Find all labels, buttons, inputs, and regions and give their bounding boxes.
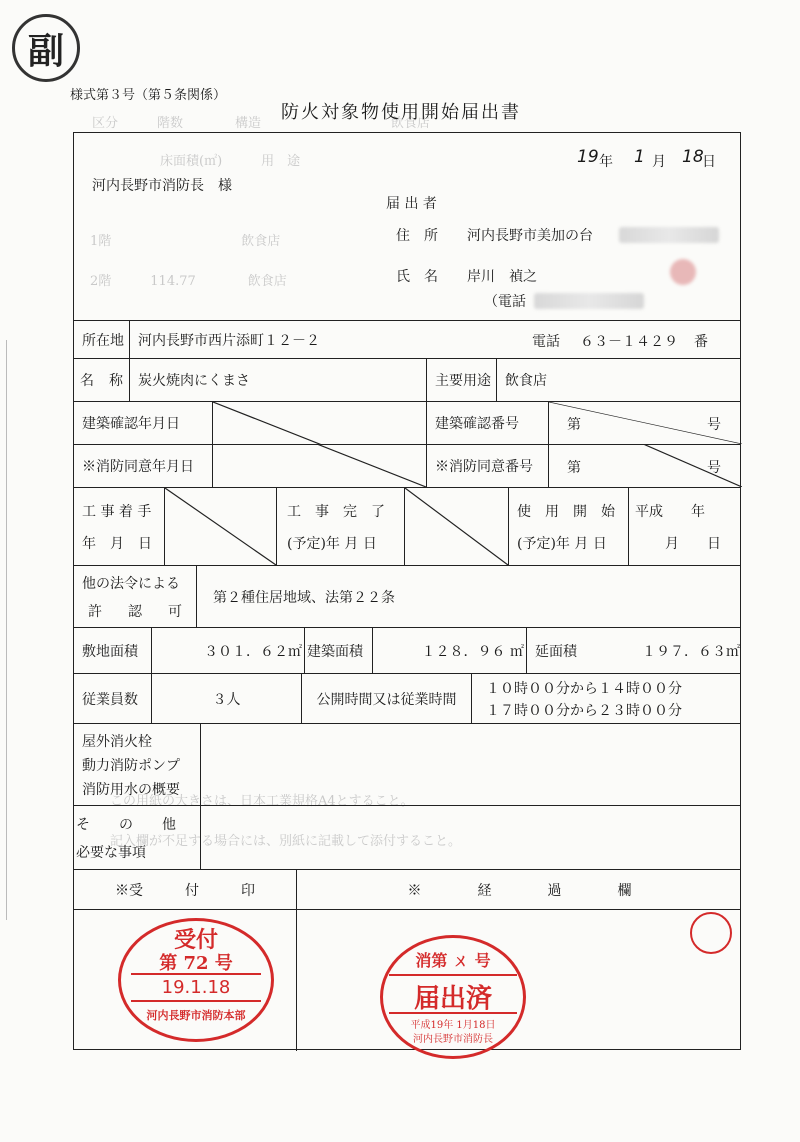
- receipt-stamp-date: 19.1.18: [131, 973, 261, 1002]
- permits-row: [74, 565, 740, 627]
- building-confirm-date-label: 建築確認年月日: [82, 416, 180, 432]
- location-row: [74, 320, 740, 358]
- redacted-phone: [534, 293, 644, 309]
- permits-label-2c: 可: [168, 603, 182, 620]
- redacted-seal: [670, 259, 696, 285]
- site-area-label: 敷地面積: [82, 643, 138, 660]
- binder-edge: [0, 340, 7, 920]
- work-start-label-1: 工 事 着 手: [82, 503, 152, 520]
- use-start-label-2: (予定)年 月 日: [517, 535, 607, 552]
- bleed-through-text: 床面積(㎡) 用 途: [160, 154, 301, 169]
- business-name: 炭火焼肉にくまさ: [129, 359, 426, 401]
- other-row: [74, 805, 740, 869]
- addressee: 河内長野市消防長 様: [92, 178, 232, 194]
- schedule-row: [74, 487, 740, 565]
- hours-line-1: １０時００分から１４時００分: [486, 680, 682, 697]
- work-start-empty: [164, 488, 276, 565]
- water-label-2: 動力消防ポンプ: [82, 757, 180, 774]
- permits-label-1: 他の法令による: [82, 575, 180, 592]
- bleed-through-text: 2階 114.77 飲食店: [90, 274, 287, 289]
- name-label-b: 称: [109, 373, 123, 389]
- fire-consent-row: [74, 444, 740, 487]
- receipt-stamp-top: 受付: [173, 927, 218, 953]
- address-label: 住 所: [396, 228, 438, 244]
- use-start-label-1: 使 用 開 始: [517, 503, 615, 520]
- work-start-label-2: 年 月 日: [82, 535, 152, 552]
- keika-label: ※ 経 過 欄: [296, 870, 742, 909]
- work-complete-label-2: (予定)年 月 日: [287, 535, 377, 552]
- staff-row: [74, 673, 740, 723]
- hours-label: 公開時間又は従業時間: [301, 674, 471, 723]
- receipt-stamp-bottom: 河内長野市消防本部: [146, 1009, 246, 1022]
- main-use-label: 主要用途: [426, 359, 496, 401]
- redacted-address: [619, 227, 719, 243]
- work-complete-label-1: 工 事 完 了: [287, 503, 385, 520]
- filed-stamp-date: 平成19年 1月18日: [389, 1012, 517, 1031]
- reception-header-row: [74, 869, 740, 909]
- fire-consent-dai: 第: [567, 460, 581, 476]
- building-confirm-number-cell: [548, 402, 742, 444]
- bleed-through-text: この用紙の大きさは、日本工業規格A4とすること。: [110, 794, 414, 809]
- main-use-value: 飲食店: [496, 359, 742, 401]
- date-month-unit: 月: [652, 154, 666, 170]
- date-month: 1: [634, 147, 645, 167]
- bleed-through-text: 1階 飲食店: [90, 234, 281, 249]
- building-area-value: １２８．９６ ㎡: [372, 628, 526, 673]
- date-day: 18: [682, 147, 704, 167]
- filed-stamp-middle: 届出済: [389, 974, 517, 1015]
- permits-label-2b: 認: [128, 603, 142, 620]
- receipt-stamp-number: 第 72 号: [159, 953, 233, 974]
- filed-stamp: [380, 935, 526, 1059]
- other-label-2: 必要な事項: [76, 844, 146, 861]
- form-number: 様式第３号（第５条関係）: [70, 88, 227, 103]
- phone-label: （電話: [484, 294, 526, 310]
- other-label-a: そ: [76, 816, 90, 833]
- name-label-a: 名: [80, 373, 94, 389]
- water-value: [200, 724, 742, 805]
- water-row: [74, 723, 740, 805]
- address-value: 河内長野市美加の台: [467, 228, 593, 244]
- date-year-unit: 年: [599, 154, 613, 170]
- staff-count-value: ３人: [151, 674, 301, 723]
- floor-area-value: １９７．６３㎡: [642, 643, 740, 660]
- building-confirm-dai: 第: [567, 417, 581, 433]
- building-confirm-number-label: 建築確認番号: [426, 402, 548, 444]
- fire-consent-date-label: ※消防同意年月日: [82, 459, 194, 475]
- floor-area-label: 延面積: [526, 628, 596, 673]
- other-label-b: の: [119, 816, 133, 833]
- filed-stamp-top: 消第 ㄨ 号: [415, 951, 491, 970]
- fire-consent-date-empty: [212, 445, 426, 487]
- use-start-value-2: 月 日: [665, 535, 721, 552]
- site-area-value: ３０１．６２㎡: [151, 628, 304, 673]
- bleed-through-text: 記入欄が不足する場合には、別紙に記載して添付すること。: [110, 834, 462, 849]
- building-confirm-row: [74, 401, 740, 444]
- receipt-stamp: [118, 918, 274, 1042]
- location-phone-suffix: 番: [694, 334, 708, 350]
- personal-seal: [690, 912, 732, 954]
- notifier-label: 届 出 者: [386, 196, 437, 212]
- name-row: [74, 358, 740, 401]
- form-frame: [73, 132, 741, 1050]
- date-year: 19: [577, 147, 599, 167]
- water-label-1: 屋外消火栓: [82, 733, 152, 750]
- name-value: 岸川 禎之: [467, 269, 537, 285]
- building-area-label: 建築面積: [304, 628, 372, 673]
- fire-consent-number-cell: [548, 445, 742, 487]
- date-day-unit: 日: [702, 154, 716, 170]
- permits-label-2a: 許: [88, 603, 102, 620]
- staff-count-label: 従業員数: [82, 691, 138, 708]
- page-title: 防火対象物使用開始届出書: [281, 102, 521, 123]
- location-phone: ６３－１４２９: [580, 334, 678, 350]
- areas-row: [74, 627, 740, 673]
- other-label-c: 他: [162, 816, 176, 833]
- location-label: 所在地: [82, 332, 124, 349]
- building-confirm-date-empty: [212, 402, 426, 444]
- fire-consent-go: 号: [707, 460, 721, 476]
- bleed-through-text: 区分 階数 構造 飲食店: [92, 116, 431, 131]
- permits-value: 第２種住居地域、法第２２条: [196, 566, 742, 627]
- hours-line-2: １７時００分から２３時００分: [486, 702, 682, 719]
- use-start-value-1: 平成 年: [635, 503, 705, 520]
- fire-consent-number-label: ※消防同意番号: [426, 445, 548, 487]
- location-value: 河内長野市西片添町１２－２: [138, 332, 320, 349]
- other-value: [200, 806, 742, 869]
- fuku-seal: 副: [12, 14, 80, 82]
- name-label: 氏 名: [396, 269, 438, 285]
- reception-label: ※受 付 印: [115, 882, 255, 899]
- filed-stamp-bottom: 河内長野市消防長: [413, 1034, 493, 1045]
- location-phone-label: 電話: [532, 334, 560, 350]
- building-confirm-go: 号: [707, 417, 721, 433]
- water-label-3: 消防用水の概要: [82, 781, 180, 798]
- work-complete-empty: [404, 488, 508, 565]
